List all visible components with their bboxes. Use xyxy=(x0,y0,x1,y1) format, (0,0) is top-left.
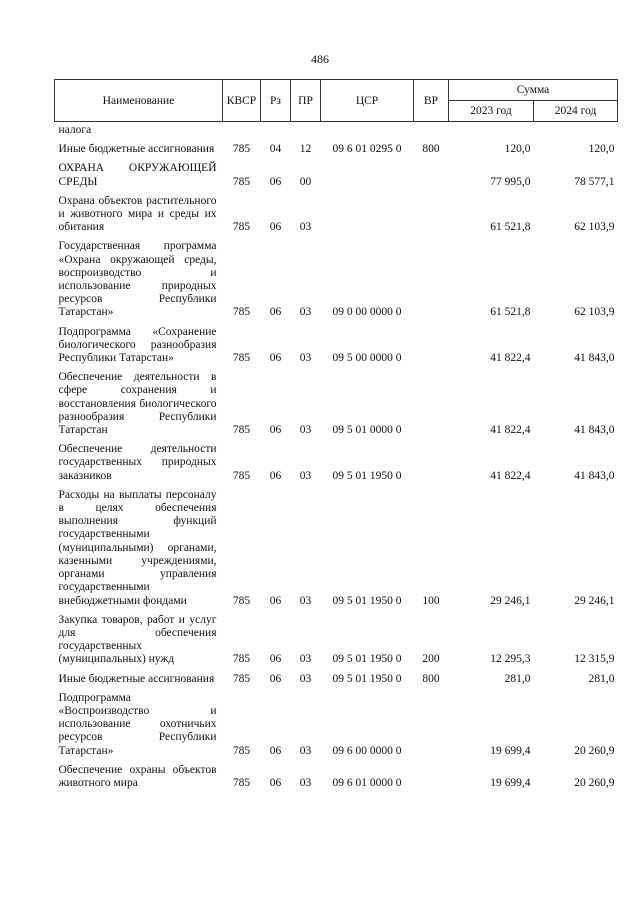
row-rz: 06 xyxy=(269,221,282,234)
row-amount-2024: 62 103,9 xyxy=(574,306,615,319)
row-name: Обеспечение охраны объектов животного мира xyxy=(58,763,217,789)
table-row xyxy=(55,686,618,758)
row-csr xyxy=(321,156,414,188)
row-kvsr: 785 xyxy=(232,306,251,319)
row-name: налога xyxy=(58,124,92,136)
row-csr: 09 5 01 1950 0 xyxy=(332,653,402,666)
table-row xyxy=(55,234,618,319)
row-kvsr: 785 xyxy=(232,143,251,156)
row-rz: 06 xyxy=(269,469,282,482)
row-rz: 06 xyxy=(269,306,282,319)
row-amount-2024: 20 260,9 xyxy=(574,744,615,757)
row-csr: 09 6 01 0295 0 xyxy=(332,143,402,156)
row-pr: 03 xyxy=(299,306,312,319)
row-pr: 12 xyxy=(299,143,312,156)
header-year-2024: 2024 год xyxy=(534,101,618,122)
row-kvsr: 785 xyxy=(232,175,251,188)
row-kvsr: 785 xyxy=(232,672,251,685)
row-vr: 800 xyxy=(422,672,440,685)
row-amount-2023: 41 822,4 xyxy=(490,352,531,365)
table-row xyxy=(55,122,618,138)
row-rz xyxy=(261,122,291,138)
row-name: Иные бюджетные ассигнования xyxy=(58,672,215,685)
row-name: Закупка товаров, работ и услуг для обеспечения государственных (муниципальных) нужд xyxy=(58,613,217,666)
row-amount-2024: 41 843,0 xyxy=(574,352,615,365)
row-amount-2024: 281,0 xyxy=(588,672,615,685)
header-csr: ЦСР xyxy=(321,80,414,122)
row-pr: 03 xyxy=(299,352,312,365)
table-row xyxy=(55,320,618,366)
row-amount-2024: 62 103,9 xyxy=(574,221,615,234)
row-pr: 03 xyxy=(299,424,312,437)
header-year-2023: 2023 год xyxy=(449,101,534,122)
row-vr xyxy=(414,122,449,138)
row-kvsr: 785 xyxy=(232,469,251,482)
row-vr: 100 xyxy=(422,594,440,607)
row-kvsr: 785 xyxy=(232,424,251,437)
row-amount-2023 xyxy=(449,122,534,138)
row-name: Обеспечение деятельности государственных природных заказников xyxy=(58,443,217,482)
row-amount-2023: 281,0 xyxy=(504,672,531,685)
row-amount-2023: 120,0 xyxy=(504,143,531,156)
row-vr xyxy=(414,437,449,483)
row-name: Подпрограмма «Воспроизводство и использование охотничьих ресурсов Республики Татарстан» xyxy=(58,691,217,757)
row-name: Расходы на выплаты персоналу в целях обеспечения выполнения функций государственными (муниципальными) органами, казенными учреждениями, органами управления государственными внебюджетными фондами xyxy=(58,488,217,607)
row-vr: 800 xyxy=(422,143,440,156)
row-pr: 00 xyxy=(299,175,312,188)
row-name: Государственная программа «Охрана окружающей среды, воспроизводство и использование природных ресурсов Республики Татарстан» xyxy=(58,240,217,319)
row-amount-2024: 78 577,1 xyxy=(574,175,615,188)
row-rz: 06 xyxy=(269,594,282,607)
row-amount-2023: 61 521,8 xyxy=(490,306,531,319)
row-rz: 06 xyxy=(269,424,282,437)
row-kvsr: 785 xyxy=(232,352,251,365)
row-csr: 09 5 00 0000 0 xyxy=(332,352,402,365)
row-pr: 03 xyxy=(299,469,312,482)
table-row xyxy=(55,608,618,667)
row-amount-2023: 12 295,3 xyxy=(490,653,531,666)
header-sum: Сумма xyxy=(449,80,618,101)
row-amount-2023: 41 822,4 xyxy=(490,424,531,437)
row-csr: 09 5 01 1950 0 xyxy=(332,672,402,685)
row-amount-2023: 19 699,4 xyxy=(490,744,531,757)
table-body xyxy=(55,122,618,791)
row-kvsr: 785 xyxy=(232,653,251,666)
row-vr xyxy=(414,320,449,366)
row-vr xyxy=(414,156,449,188)
row-csr: 09 5 01 0000 0 xyxy=(332,424,402,437)
row-rz: 06 xyxy=(269,744,282,757)
row-amount-2023: 29 246,1 xyxy=(490,594,531,607)
row-rz: 06 xyxy=(269,672,282,685)
row-vr xyxy=(414,758,449,790)
row-vr xyxy=(414,365,449,437)
row-amount-2023: 41 822,4 xyxy=(490,469,531,482)
row-pr: 03 xyxy=(299,653,312,666)
row-amount-2024: 41 843,0 xyxy=(574,424,615,437)
row-amount-2023: 61 521,8 xyxy=(490,221,531,234)
row-pr: 03 xyxy=(299,221,312,234)
row-kvsr: 785 xyxy=(232,594,251,607)
row-csr: 09 6 01 0000 0 xyxy=(332,776,402,789)
row-csr: 09 5 01 1950 0 xyxy=(332,469,402,482)
row-pr xyxy=(291,122,321,138)
row-name: Подпрограмма «Сохранение биологического разнообразия Республики Татарстан» xyxy=(58,325,217,365)
row-rz: 06 xyxy=(269,776,282,789)
header-kvsr: КВСР xyxy=(223,80,261,122)
table-row xyxy=(55,189,618,235)
row-amount-2024: 120,0 xyxy=(588,143,615,156)
table-row xyxy=(55,758,618,790)
row-amount-2024: 29 246,1 xyxy=(574,594,615,607)
header-vr: ВР xyxy=(414,80,449,122)
header-name: Наименование xyxy=(55,80,223,122)
row-csr xyxy=(321,189,414,235)
row-vr xyxy=(414,686,449,758)
row-csr: 09 5 01 1950 0 xyxy=(332,594,402,607)
row-rz: 04 xyxy=(269,143,282,156)
row-pr: 03 xyxy=(299,744,312,757)
table-row xyxy=(55,667,618,686)
row-name: Иные бюджетные ассигнования xyxy=(58,143,215,156)
row-csr xyxy=(321,122,414,138)
row-name: ОХРАНА ОКРУЖАЮЩЕЙ СРЕДЫ xyxy=(58,162,217,188)
row-pr: 03 xyxy=(299,594,312,607)
table-row xyxy=(55,437,618,483)
table-row xyxy=(55,156,618,188)
row-amount-2024: 41 843,0 xyxy=(574,469,615,482)
page-number: 486 xyxy=(311,52,329,66)
row-kvsr: 785 xyxy=(232,221,251,234)
header-rz: Рз xyxy=(261,80,291,122)
row-rz: 06 xyxy=(269,175,282,188)
table-row xyxy=(55,483,618,608)
row-amount-2024 xyxy=(534,122,618,138)
row-amount-2024: 12 315,9 xyxy=(574,653,615,666)
row-csr: 09 0 00 0000 0 xyxy=(332,306,402,319)
table-row xyxy=(55,137,618,156)
row-amount-2024: 20 260,9 xyxy=(574,776,615,789)
row-name: Обеспечение деятельности в сфере сохранения и восстановления биологического разнообразия Республики Татарстан xyxy=(58,371,217,437)
table-header xyxy=(55,80,618,122)
table-row xyxy=(55,365,618,437)
budget-table xyxy=(54,79,618,790)
row-pr: 03 xyxy=(299,672,312,685)
header-pr: ПР xyxy=(291,80,321,122)
row-pr: 03 xyxy=(299,776,312,789)
row-name: Охрана объектов растительного и животного мира и среды их обитания xyxy=(58,194,217,234)
row-csr: 09 6 00 0000 0 xyxy=(332,744,402,757)
row-kvsr: 785 xyxy=(232,744,251,757)
row-kvsr: 785 xyxy=(232,776,251,789)
row-rz: 06 xyxy=(269,352,282,365)
row-vr xyxy=(414,189,449,235)
row-vr: 200 xyxy=(422,653,440,666)
row-rz: 06 xyxy=(269,653,282,666)
row-kvsr xyxy=(223,122,261,138)
row-amount-2023: 19 699,4 xyxy=(490,776,531,789)
row-amount-2023: 77 995,0 xyxy=(490,175,531,188)
row-vr xyxy=(414,234,449,319)
